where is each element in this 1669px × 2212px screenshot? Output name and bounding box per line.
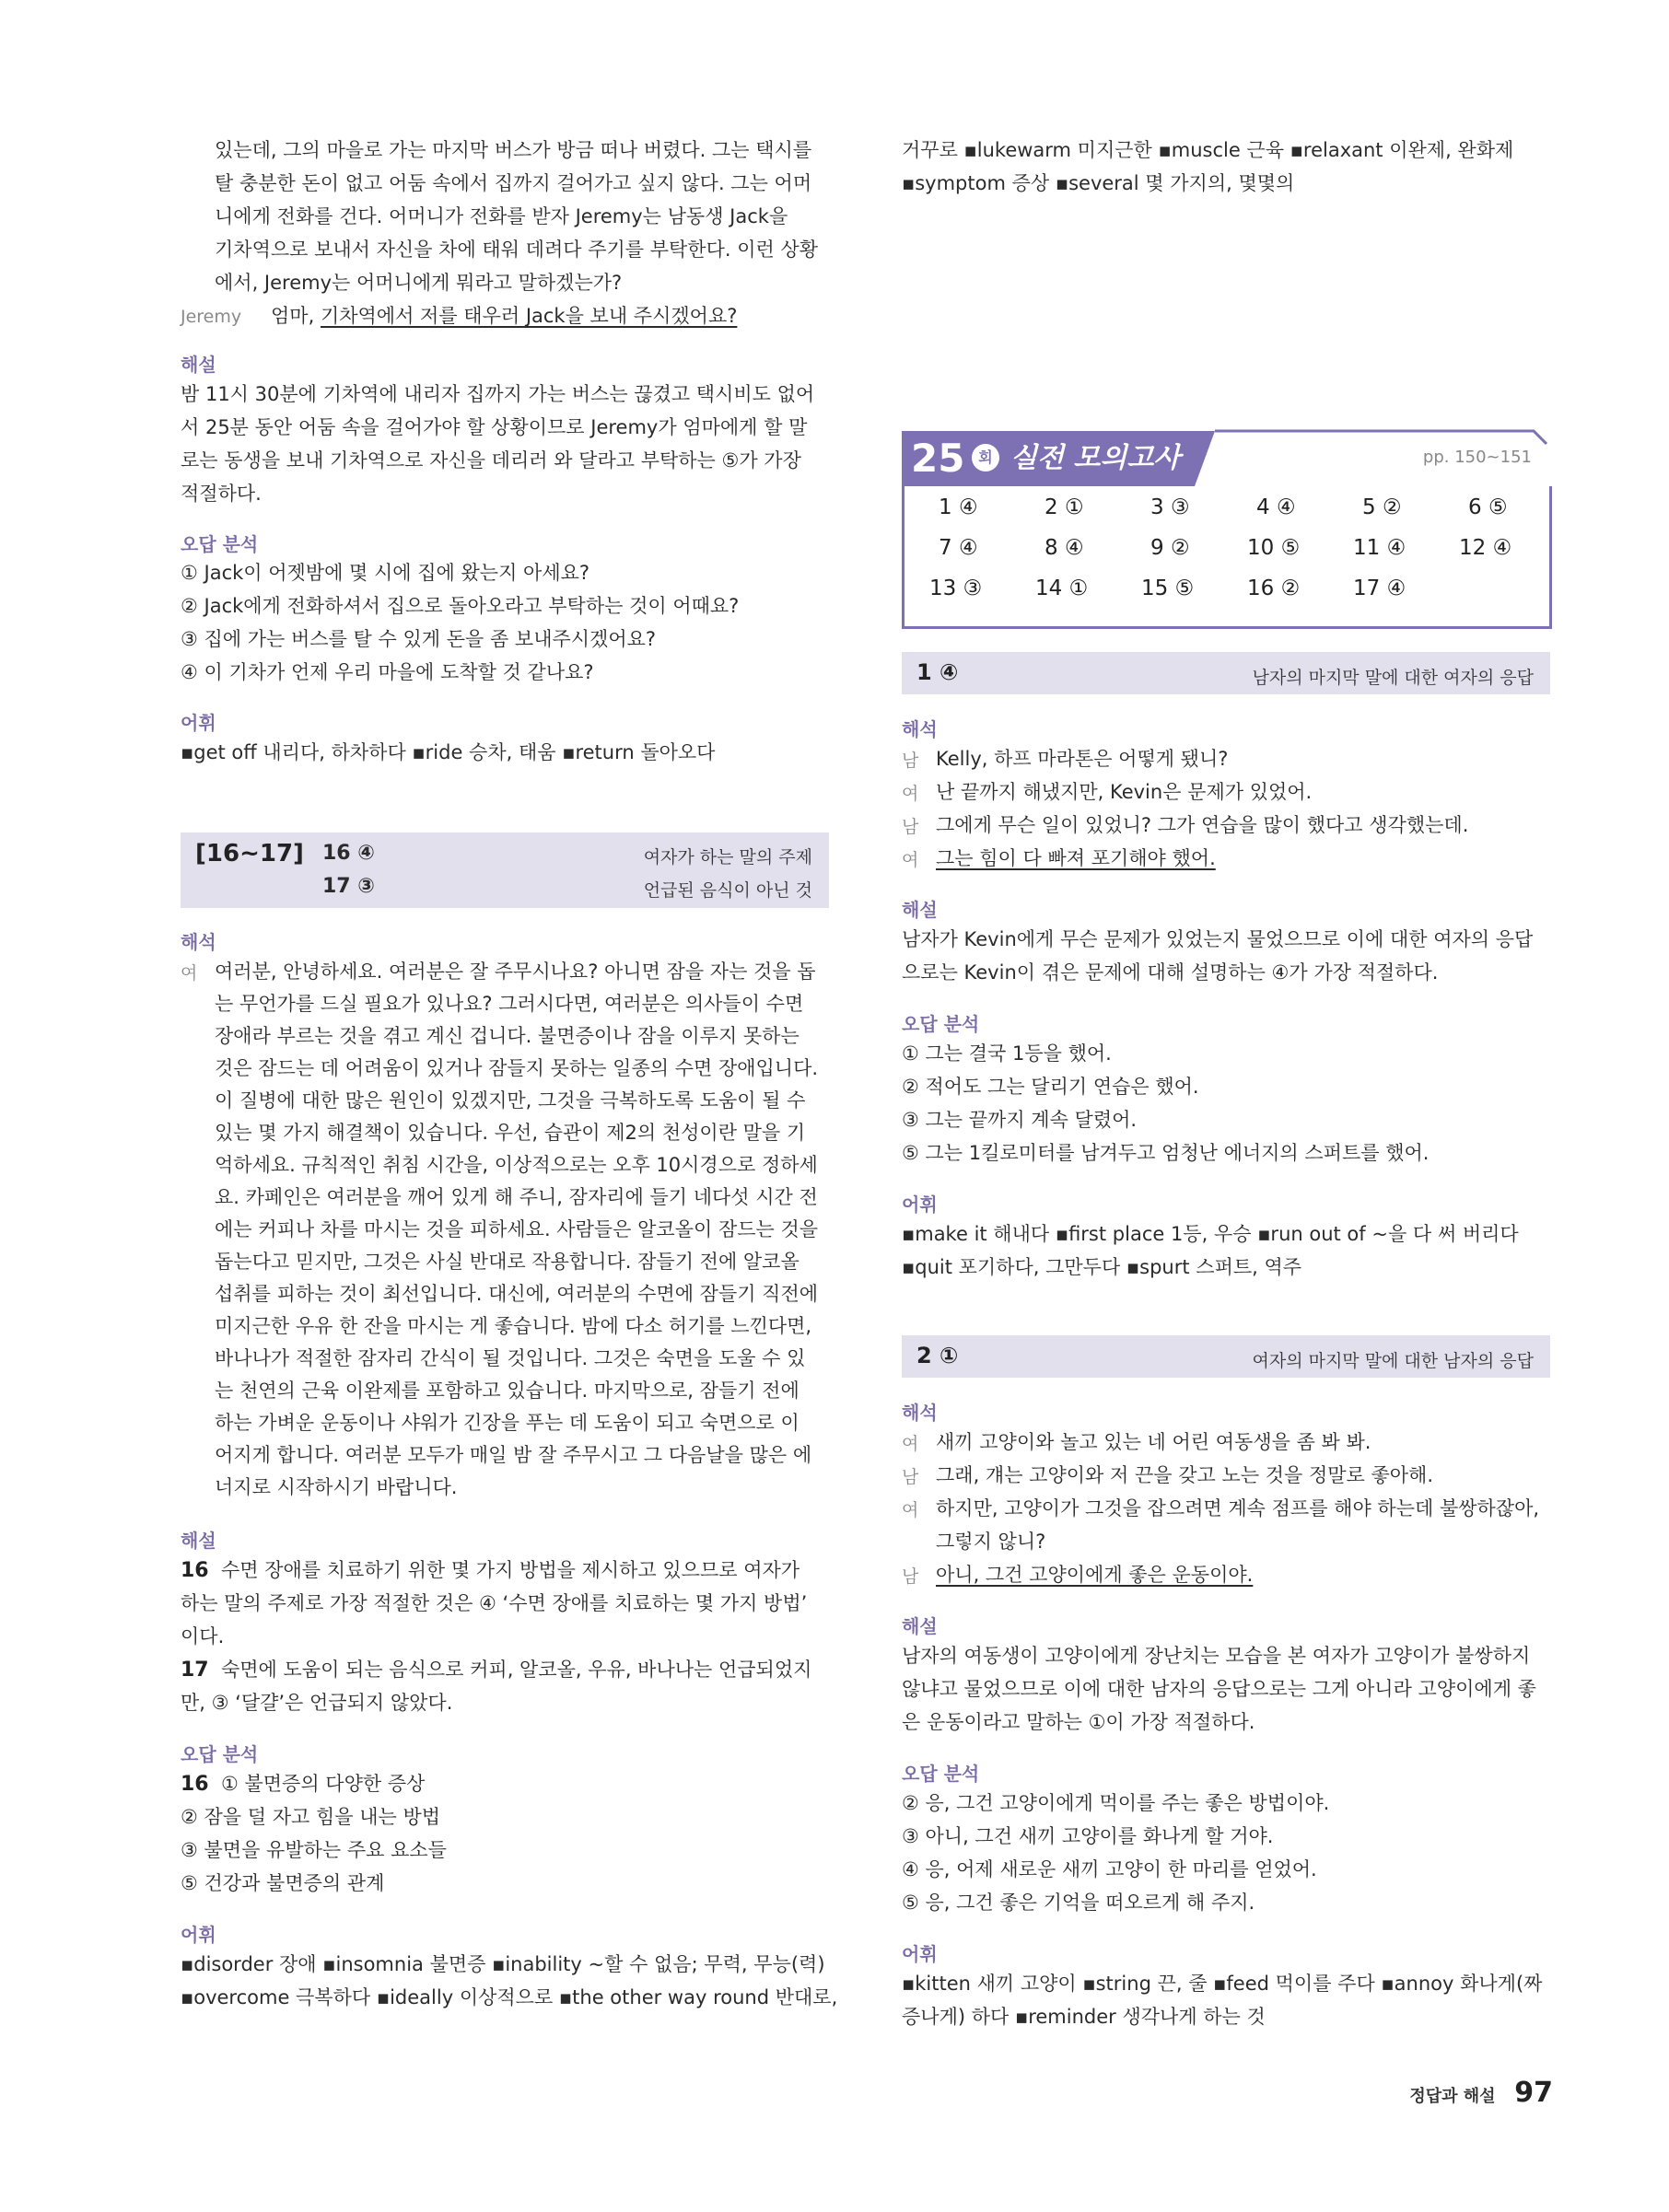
vocab-line: ▪overcome 극복하다 ▪ideally 이상적으로 ▪the other way round 반대로, — [181, 1986, 838, 2008]
explain-line — [181, 1556, 799, 1585]
passage-line: 에는 커피나 차를 마시는 것을 피하세요. 사람들은 알코올이 잠드는 것을 — [215, 1218, 819, 1240]
explain-line: 만, ③ ‘달걀’은 언급되지 않았다. — [181, 1692, 453, 1714]
vocab-line: 거꾸로 ▪lukewarm 미지근한 ▪muscle 근육 ▪relaxant 이완제, 완화제 — [902, 139, 1514, 161]
question-bar — [902, 1335, 1550, 1378]
explain-line: 밤 11시 30분에 기차역에 내리자 집까지 가는 버스는 끊겼고 택시비도 없어 — [181, 383, 815, 405]
section-heading: 오답 분석 — [902, 1763, 980, 1785]
passage-line: 요. 카페인은 여러분을 깨어 있게 해 주니, 잠자리에 들기 네다섯 시간 전 — [215, 1186, 818, 1208]
answer-underline: 그는 힘이 다 빠져 포기해야 했어. — [936, 847, 1216, 869]
section-heading: 해설 — [181, 354, 216, 376]
question-bar — [181, 832, 829, 908]
vocab-line: 증나게) 하다 ▪reminder 생각나게 하는 것 — [902, 2006, 1266, 2028]
answer-cell: 9 ② — [1150, 536, 1190, 560]
item-number: 16 — [181, 1559, 209, 1582]
answer-cell: 6 ⑤ — [1468, 495, 1508, 519]
answer-cell: 7 ④ — [939, 536, 978, 560]
question-label: 1 ④ — [916, 659, 959, 685]
passage-line: 억하세요. 규칙적인 취침 시간을, 이상적으로는 오후 10시경으로 정하세 — [215, 1154, 818, 1176]
footer-label: 정답과 해설 — [1409, 2087, 1496, 2106]
wrong-answer-text: ① 불면증의 다양한 증상 — [220, 1773, 426, 1795]
passage-line: 섭취를 피하는 것이 최선입니다. 대신에, 여러분의 수면에 잠들기 직전에 — [215, 1283, 819, 1305]
explain-line: 이다. — [181, 1625, 225, 1647]
passage-line: 는 천연의 근육 이완제를 포함하고 있습니다. 마지막으로, 잠들기 전에 — [215, 1380, 799, 1402]
test-hoe-badge: 회 — [972, 444, 999, 472]
explain-line: 서 25분 동안 어둠 속을 걸어가야 할 상황이므로 Jeremy가 엄마에게 할 말 — [181, 416, 808, 438]
vocab-line: ▪kitten 새끼 고양이 ▪string 끈, 줄 ▪feed 먹이를 주다 ▪annoy 화나게(짜 — [902, 1973, 1543, 1995]
item-number: 17 — [181, 1659, 209, 1682]
test-pages: pp. 150~151 — [1422, 448, 1532, 467]
section-heading: 해설 — [902, 1615, 938, 1637]
question-topic: 언급된 음식이 아닌 것 — [643, 880, 812, 901]
speaker-label: 여 — [902, 784, 919, 804]
section-heading: 해석 — [902, 1402, 938, 1424]
speaker-label: 남 — [902, 1467, 919, 1487]
passage-line: 장애라 부르는 것을 겪고 계신 겁니다. 불면증이나 잠을 이루지 못하는 — [215, 1025, 799, 1047]
speaker-line — [181, 302, 737, 331]
wrong-answer: ③ 그는 끝까지 계속 달렸어. — [902, 1109, 1138, 1131]
dialog-line: 난 끝까지 해냈지만, Kevin은 문제가 있었어. — [936, 781, 1313, 803]
wrong-answer: ② Jack에게 전화하셔서 집으로 돌아오라고 부탁하는 것이 어때요? — [181, 595, 740, 617]
explain-line: 로는 동생을 보내 기차역으로 자신을 데리러 와 달라고 부탁하는 ⑤가 가장 — [181, 449, 801, 472]
passage-line: 이 질병에 대한 많은 원인이 있겠지만, 그것을 극복하도록 도움이 될 수 — [215, 1089, 806, 1112]
answer-cell: 11 ④ — [1353, 536, 1406, 560]
vocab-line: ▪symptom 증상 ▪several 몇 가지의, 몇몇의 — [902, 172, 1295, 194]
wrong-answer: ③ 집에 가는 버스를 탈 수 있게 돈을 좀 보내주시겠어요? — [181, 628, 657, 650]
explain-line: 적절하다. — [181, 483, 262, 505]
explain-line: 은 운동이라고 말하는 ①이 가장 적절하다. — [902, 1711, 1255, 1733]
question-label: 2 ① — [916, 1343, 959, 1368]
intro-line: 니에게 전화를 건다. 어머니가 전화를 받자 Jeremy는 남동생 Jack을 — [215, 205, 788, 227]
speaker-label: 남 — [902, 817, 919, 837]
section-heading: 오답 분석 — [181, 533, 259, 555]
section-heading: 오답 분석 — [181, 1743, 259, 1765]
passage-line: 여러분, 안녕하세요. 여러분은 잘 주무시나요? 아니면 잠을 자는 것을 돕 — [215, 960, 816, 983]
page-footer — [1409, 2077, 1553, 2109]
item-number: 16 — [181, 1773, 209, 1796]
section-heading: 해설 — [181, 1530, 216, 1552]
explain-line: 않냐고 물었으므로 이에 대한 남자의 응답으로는 그게 아니라 고양이에게 좋 — [902, 1678, 1536, 1700]
question-topic: 남자의 마지막 말에 대한 여자의 응답 — [1252, 668, 1534, 688]
section-heading: 어휘 — [181, 712, 216, 734]
question-range: [16~17] — [195, 840, 304, 867]
test-number: 25 — [911, 436, 965, 481]
passage-line: 있는 몇 가지 해결책이 있습니다. 우선, 습관이 제2의 천성이란 말을 기 — [215, 1122, 806, 1144]
explain-line: 남자가 Kevin에게 무슨 문제가 있었는지 물었으므로 이에 대한 여자의 응답 — [902, 928, 1534, 950]
page-number: 97 — [1514, 2077, 1553, 2109]
answer-cell: 17 ④ — [1353, 576, 1406, 600]
section-heading: 해석 — [902, 718, 938, 740]
vocab-line: ▪make it 해내다 ▪first place 1등, 우승 ▪run out of ~을 다 써 버리다 — [902, 1223, 1519, 1245]
question-bar — [902, 652, 1550, 694]
answer-cell: 1 ④ — [939, 495, 978, 519]
explain-text: 숙면에 도움이 되는 음식으로 커피, 알코올, 우유, 바나나는 언급되었지 — [220, 1659, 812, 1681]
dialog-line: 그에게 무슨 일이 있었니? 그가 연습을 많이 했다고 생각했는데. — [936, 814, 1469, 836]
speaker-text: 엄마, — [271, 305, 321, 327]
answer-cell: 10 ⑤ — [1247, 536, 1301, 560]
speaker-label: 여 — [181, 963, 198, 984]
vocab-line: ▪get off 내리다, 하차하다 ▪ride 승차, 태움 ▪return 돌아오다 — [181, 741, 716, 763]
wrong-answer: ② 잠을 덜 자고 힘을 내는 방법 — [181, 1806, 441, 1828]
passage-line: 어지게 합니다. 여러분 모두가 매일 밤 잘 주무시고 그 다음날을 많은 에 — [215, 1444, 812, 1466]
dialog-line: 하지만, 고양이가 그것을 잡으려면 계속 점프를 해야 하는데 불쌍하잖아, — [936, 1497, 1540, 1519]
speaker-label: 남 — [902, 1566, 919, 1587]
answer-17: 17 ③ — [322, 875, 375, 898]
passage-line: 는 무언가를 드실 필요가 있나요? 그러시다면, 여러분은 의사들이 수면 — [215, 993, 804, 1015]
test-title: 실전 모의고사 — [1010, 442, 1181, 474]
wrong-answer: ⑤ 응, 그건 좋은 기억을 떠오르게 해 주지. — [902, 1892, 1255, 1914]
intro-line: 탈 충분한 돈이 없고 어둠 속에서 집까지 걸어가고 싶지 않다. 그는 어머 — [215, 172, 812, 194]
intro-line: 있는데, 그의 마을로 가는 마지막 버스가 방금 떠나 버렸다. 그는 택시를 — [215, 139, 812, 161]
passage-line: 미지근한 우유 한 잔을 마시는 게 좋습니다. 밤에 다소 허기를 느낀다면, — [215, 1315, 812, 1337]
passage-line: 바나나가 적절한 잠자리 간식이 될 것입니다. 그것은 숙면을 도울 수 있 — [215, 1347, 806, 1369]
section-heading: 해석 — [181, 931, 216, 953]
answer-underline: 기차역에서 저를 태우러 Jack을 보내 주시겠어요? — [320, 305, 738, 327]
answer-cell: 5 ② — [1362, 495, 1402, 519]
question-topic: 여자의 마지막 말에 대한 남자의 응답 — [1252, 1351, 1534, 1371]
wrong-answer: ① Jack이 어젯밤에 몇 시에 집에 왔는지 아세요? — [181, 562, 590, 584]
speaker-label: 남 — [902, 751, 919, 771]
vocab-line: ▪quit 포기하다, 그만두다 ▪spurt 스퍼트, 역주 — [902, 1256, 1302, 1278]
wrong-answer: ⑤ 그는 1킬로미터를 남겨두고 엄청난 에너지의 스퍼트를 했어. — [902, 1142, 1430, 1164]
wrong-answer: ④ 이 기차가 언제 우리 마을에 도착할 것 같나요? — [181, 661, 594, 683]
dialog-line: Kelly, 하프 마라톤은 어떻게 됐니? — [936, 748, 1229, 770]
wrong-answer: ④ 응, 어제 새로운 새끼 고양이 한 마리를 얻었어. — [902, 1858, 1317, 1880]
speaker-label: Jeremy — [181, 307, 242, 327]
intro-line: 에서, Jeremy는 어머니에게 뭐라고 말하겠는가? — [215, 272, 623, 294]
speaker-label: 여 — [902, 1434, 919, 1454]
speaker-label: 여 — [902, 850, 919, 870]
answer-cell: 8 ④ — [1045, 536, 1084, 560]
intro-line: 기차역으로 보내서 자신을 차에 태워 데려다 주기를 부탁한다. 이런 상황 — [215, 239, 819, 261]
answer-cell: 15 ⑤ — [1141, 576, 1195, 600]
section-heading: 어휘 — [902, 1943, 938, 1965]
passage-line: 것은 잠드는 데 어려움이 있거나 잠들지 못하는 일종의 수면 장애입니다. — [215, 1057, 819, 1079]
answer-cell: 3 ③ — [1150, 495, 1190, 519]
answer-16: 16 ④ — [322, 842, 375, 865]
answer-underline: 아니, 그건 고양이에게 좋은 운동이야. — [936, 1564, 1254, 1586]
section-heading: 오답 분석 — [902, 1013, 980, 1035]
answer-grid-frame — [902, 486, 1552, 629]
section-heading: 어휘 — [902, 1193, 938, 1216]
section-heading: 해설 — [902, 899, 938, 921]
speaker-label: 여 — [902, 1500, 919, 1520]
wrong-answer: ⑤ 건강과 불면증의 관계 — [181, 1872, 385, 1894]
question-topic: 여자가 하는 말의 주제 — [643, 847, 812, 867]
passage-line: 하는 가벼운 운동이나 샤워가 긴장을 푸는 데 도움이 되고 숙면으로 이 — [215, 1412, 799, 1434]
vocab-line: ▪disorder 장애 ▪insomnia 불면증 ▪inability ~할 수 없음; 무력, 무능(력) — [181, 1953, 825, 1975]
wrong-answer: ③ 아니, 그건 새끼 고양이를 화나게 할 거야. — [902, 1825, 1274, 1847]
answer-cell: 12 ④ — [1459, 536, 1512, 560]
explain-text: 수면 장애를 치료하기 위한 몇 가지 방법을 제시하고 있으므로 여자가 — [220, 1559, 800, 1581]
explain-line — [181, 1656, 811, 1684]
explain-line: 하는 말의 주제로 가장 적절한 것은 ④ ‘수면 장애를 치료하는 몇 가지 방법’ — [181, 1592, 808, 1614]
dialog-line: 그렇지 않니? — [936, 1531, 1046, 1553]
answer-cell: 4 ④ — [1256, 495, 1296, 519]
passage-line: 너지로 시작하시기 바랍니다. — [215, 1476, 458, 1498]
passage-line: 돕는다고 믿지만, 그것은 사실 반대로 작용합니다. 잠들기 전에 알코올 — [215, 1251, 799, 1273]
wrong-answer: ③ 불면을 유발하는 주요 요소들 — [181, 1839, 447, 1861]
section-heading: 어휘 — [181, 1924, 216, 1946]
answer-cell: 2 ① — [1045, 495, 1084, 519]
wrong-answer: ② 적어도 그는 달리기 연습은 했어. — [902, 1076, 1199, 1098]
answer-cell: 13 ③ — [929, 576, 983, 600]
wrong-answer: ② 응, 그건 고양이에게 먹이를 주는 좋은 방법이야. — [902, 1792, 1330, 1814]
dialog-line: 새끼 고양이와 놀고 있는 네 어린 여동생을 좀 봐 봐. — [936, 1431, 1371, 1453]
answer-cell: 14 ① — [1035, 576, 1089, 600]
dialog-line: 그래, 걔는 고양이와 저 끈을 갖고 노는 것을 정말로 좋아해. — [936, 1464, 1434, 1486]
wrong-answer: ① 그는 결국 1등을 했어. — [902, 1042, 1112, 1065]
answer-cell: 16 ② — [1247, 576, 1301, 600]
explain-line: 남자의 여동생이 고양이에게 장난치는 모습을 본 여자가 고양이가 불쌍하지 — [902, 1645, 1531, 1667]
explain-line: 으로는 Kevin이 겪은 문제에 대해 설명하는 ④가 가장 적절하다. — [902, 961, 1439, 984]
wrong-answer — [181, 1770, 425, 1799]
